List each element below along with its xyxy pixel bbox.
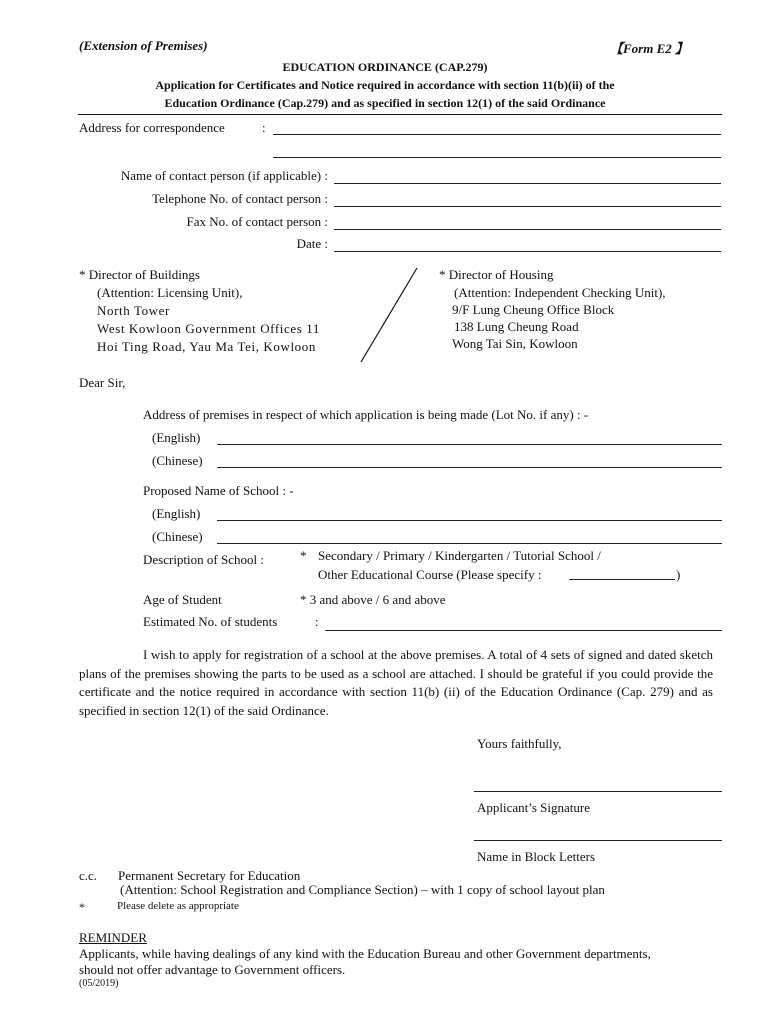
description-label: Description of School : <box>143 552 264 567</box>
footnote-text: Please delete as appropriate <box>117 900 239 912</box>
reminder-line1: Applicants, while having dealings of any kind with the Education Bureau and other Government departments, <box>79 946 651 961</box>
description-options[interactable]: Secondary / Primary / Kindergarten / Tutorial School / <box>318 548 601 563</box>
address-field-line2[interactable] <box>273 157 721 158</box>
addressee-right-line5: Wong Tai Sin, Kowloon <box>452 336 578 351</box>
addressee-right-line2: (Attention: Independent Checking Unit), <box>454 285 666 300</box>
description-specify-field[interactable] <box>569 579 675 580</box>
form-version: (05/2019) <box>79 978 119 989</box>
cc-attention: (Attention: School Registration and Compliance Section) – with 1 copy of school layout plan <box>120 882 605 897</box>
closing-yours-faithfully: Yours faithfully, <box>477 736 562 751</box>
description-star: * <box>300 548 307 563</box>
form-id: 【Form E2 】 <box>610 41 689 56</box>
application-statement-text: I wish to apply for registration of a school at the above premises. A total of 4 sets of signed and dated sketch plans of the premises showing the parts to be used as a school are attached. I should be grateful if you could provide the certificate and the notice required in accordance with section 11(b) (ii) of the Education Ordinance (Cap. 279) and as specified in section 12(1) of the said Ordinance. <box>79 647 713 718</box>
addressee-right-line1: * Director of Housing <box>439 267 554 282</box>
salutation: Dear Sir, <box>79 375 126 390</box>
telephone-label: Telephone No. of contact person : <box>152 191 328 206</box>
addressee-left-line4: West Kowloon Government Offices 11 <box>97 321 320 336</box>
school-english-field[interactable] <box>217 520 722 521</box>
contact-name-field[interactable] <box>334 183 721 184</box>
premises-label: Address of premises in respect of which application is being made (Lot No. if any) : - <box>143 407 589 422</box>
fax-label: Fax No. of contact person : <box>186 214 328 229</box>
fax-field[interactable] <box>334 229 721 230</box>
block-name-label: Name in Block Letters <box>477 849 596 864</box>
application-statement <box>79 646 713 720</box>
cc-recipient: Permanent Secretary for Education <box>118 868 301 883</box>
premises-chinese-field[interactable] <box>217 467 722 468</box>
address-field-line1[interactable] <box>273 134 721 135</box>
addressee-left-line2: (Attention: Licensing Unit), <box>97 285 243 300</box>
addressee-left-line3: North Tower <box>97 303 170 318</box>
signature-label: Applicant’s Signature <box>477 800 591 815</box>
students-label: Estimated No. of students <box>143 614 278 629</box>
description-close-paren: ) <box>676 567 681 582</box>
school-chinese-label: (Chinese) <box>152 529 203 544</box>
students-colon: : <box>315 614 319 629</box>
age-options[interactable]: * 3 and above / 6 and above <box>300 592 446 607</box>
form-subtitle: (Extension of Premises) <box>79 38 208 53</box>
page-title: EDUCATION ORDINANCE (CAP.279) <box>282 60 488 74</box>
reminder-heading: REMINDER <box>79 930 147 945</box>
students-field[interactable] <box>325 630 722 631</box>
cc-label: c.c. <box>79 868 98 883</box>
school-english-label: (English) <box>152 506 201 521</box>
premises-english-field[interactable] <box>217 444 722 445</box>
school-name-label: Proposed Name of School : - <box>143 483 294 498</box>
premises-english-label: (English) <box>152 430 201 445</box>
reminder-line2: should not offer advantage to Government officers. <box>79 962 346 977</box>
signature-field[interactable] <box>474 791 722 792</box>
date-label: Date : <box>296 236 328 251</box>
address-colon: : <box>262 120 266 135</box>
premises-chinese-label: (Chinese) <box>152 453 203 468</box>
date-field[interactable] <box>334 251 721 252</box>
description-other: Other Educational Course (Please specify : <box>318 567 542 582</box>
addressee-left-line5: Hoi Ting Road, Yau Ma Tei, Kowloon <box>97 339 316 354</box>
footnote-star: * <box>79 900 85 914</box>
addressee-left-line1: * Director of Buildings <box>79 267 200 282</box>
telephone-field[interactable] <box>334 206 721 207</box>
page-subtitle-line1: Application for Certificates and Notice required in accordance with section 11(b)(ii) of the <box>155 78 615 92</box>
alternative-slash <box>355 265 425 365</box>
block-name-field[interactable] <box>474 840 722 841</box>
contact-name-label: Name of contact person (if applicable) : <box>120 168 328 183</box>
page-subtitle-line2: Education Ordinance (Cap.279) and as specified in section 12(1) of the said Ordinance <box>164 96 606 110</box>
header-rule <box>78 114 722 115</box>
addressee-right-line3: 9/F Lung Cheung Office Block <box>452 302 615 317</box>
addressee-right-line4: 138 Lung Cheung Road <box>454 319 579 334</box>
school-chinese-field[interactable] <box>217 543 722 544</box>
address-label: Address for correspondence <box>79 120 225 135</box>
age-label: Age of Student <box>143 592 222 607</box>
